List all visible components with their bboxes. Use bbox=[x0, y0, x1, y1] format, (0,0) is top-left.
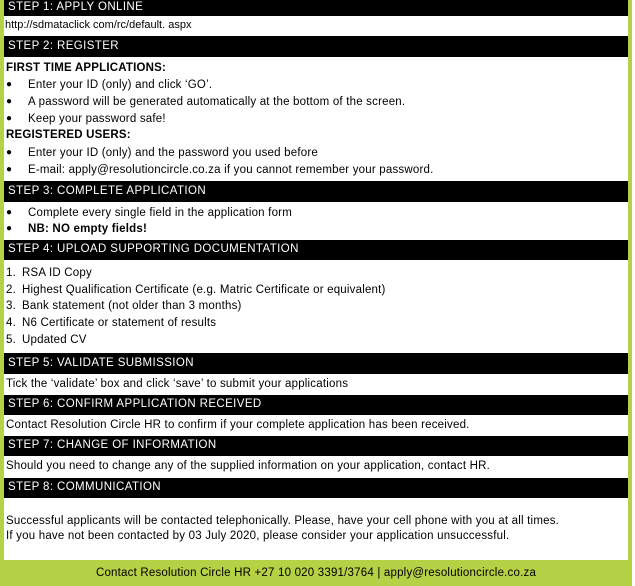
bullet-icon: ● bbox=[6, 96, 13, 107]
bullet-icon: ● bbox=[6, 79, 13, 90]
list-item: ● Enter your ID (only) and the password you used before bbox=[6, 145, 318, 162]
list-item: ● E-mail: apply@resolutioncircle.co.za if you cannot remember your password. bbox=[6, 162, 434, 179]
numbered-item: 1. RSA ID Copy bbox=[6, 267, 92, 279]
numbered-item: 2. Highest Qualification Certificate (e.g. Matric Certificate or equivalent) bbox=[6, 284, 386, 296]
step8-line-1: Successful applicants will be contacted telephonically. Please, have your cell phone with you at all times. bbox=[6, 515, 560, 527]
registered-heading: REGISTERED USERS: bbox=[6, 129, 131, 141]
numbered-item: 4. N6 Certificate or statement of results bbox=[6, 317, 217, 329]
step5-title: STEP 5: VALIDATE SUBMISSION bbox=[8, 356, 194, 369]
bullet-icon: ● bbox=[6, 113, 13, 124]
numbered-item: 3. Bank statement (not older than 3 months) bbox=[6, 300, 242, 312]
document-body bbox=[4, 0, 628, 560]
list-item: ● A password will be generated automatically at the bottom of the screen. bbox=[6, 94, 405, 111]
list-item: ● Keep your password safe! bbox=[6, 111, 166, 128]
step8-line-2: If you have not been contacted by 03 July 2020, please consider your application unsuccessful. bbox=[6, 530, 510, 542]
step1-header bbox=[4, 0, 628, 16]
step7-text: Should you need to change any of the supplied information on your application, contact HR. bbox=[6, 460, 491, 472]
step1-title: STEP 1: APPLY ONLINE bbox=[8, 1, 144, 14]
footer-contact-text: Contact Resolution Circle HR +27 10 020 3391/3764 | apply@resolutioncircle.co.za bbox=[95, 567, 537, 579]
step2-header bbox=[4, 36, 628, 57]
application-url[interactable]: http://sdmataclick com/rc/default. aspx bbox=[5, 19, 192, 31]
bullet-icon: ● bbox=[6, 147, 13, 158]
step6-text: Contact Resolution Circle HR to confirm if your complete application has been received. bbox=[6, 419, 470, 431]
step5-header bbox=[4, 353, 628, 374]
first-time-heading: FIRST TIME APPLICATIONS: bbox=[6, 62, 167, 74]
step2-title: STEP 2: REGISTER bbox=[8, 39, 119, 52]
step5-text: Tick the ‘validate’ box and click ‘save’ to submit your applications bbox=[6, 378, 349, 390]
step8-header bbox=[4, 478, 628, 498]
step8-title: STEP 8: COMMUNICATION bbox=[8, 481, 162, 494]
bullet-icon: ● bbox=[6, 223, 13, 234]
step7-header bbox=[4, 436, 628, 456]
step6-header bbox=[4, 395, 628, 415]
step4-title: STEP 4: UPLOAD SUPPORTING DOCUMENTATION bbox=[8, 243, 299, 256]
step3-title: STEP 3: COMPLETE APPLICATION bbox=[8, 184, 207, 197]
numbered-item: 5. Updated CV bbox=[6, 334, 87, 346]
step3-header bbox=[4, 181, 628, 202]
bullet-icon: ● bbox=[6, 207, 13, 218]
list-item: ● Complete every single field in the application form bbox=[6, 205, 292, 222]
step4-header bbox=[4, 240, 628, 260]
list-item: ● NB: NO empty fields! bbox=[6, 221, 147, 238]
bullet-icon: ● bbox=[6, 164, 13, 175]
contact-footer bbox=[0, 560, 632, 586]
list-item: ● Enter your ID (only) and click ‘GO’. bbox=[6, 77, 212, 94]
step6-title: STEP 6: CONFIRM APPLICATION RECEIVED bbox=[8, 398, 262, 411]
step7-title: STEP 7: CHANGE OF INFORMATION bbox=[8, 439, 217, 452]
